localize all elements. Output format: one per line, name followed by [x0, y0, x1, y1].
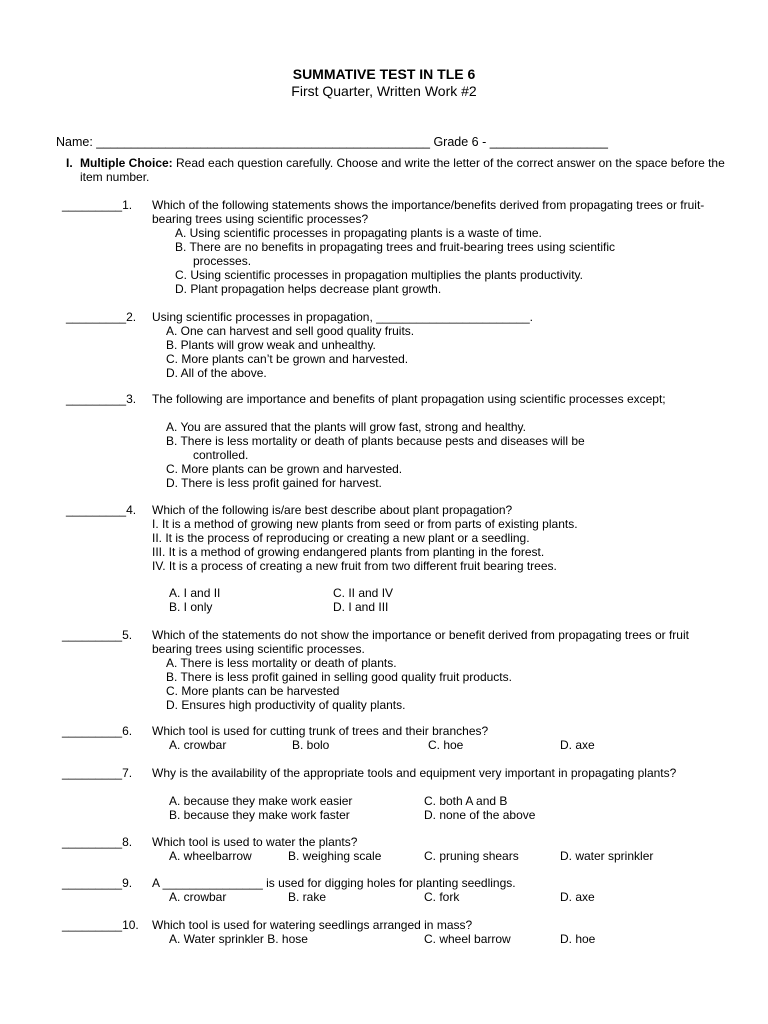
answer-blank: _________10.: [62, 918, 139, 932]
option-c: C. More plants can be grown and harvested.: [166, 462, 403, 476]
option-d: D. axe: [560, 738, 595, 752]
question-stem: Which of the following is/are best describe about plant propagation?: [152, 503, 513, 517]
question-stem: Which tool is used to water the plants?: [152, 835, 358, 849]
question-stem: Which tool is used for watering seedlings arranged in mass?: [152, 918, 473, 932]
option-c: C. Using scientific processes in propagation multiplies the plants productivity.: [175, 268, 583, 282]
option-d: D. Ensures high productivity of quality plants.: [166, 698, 406, 712]
option-b: B. I only: [169, 600, 213, 614]
section-instructions: [66, 156, 726, 184]
option-a: A. crowbar: [169, 738, 227, 752]
option-d: D. All of the above.: [166, 366, 267, 380]
option-d: D. Plant propagation helps decrease plant growth.: [175, 282, 442, 296]
question-stem: Which of the following statements shows the importance/benefits derived from propagating trees or fruit-bearing trees using scientific processes?: [152, 198, 705, 226]
option-b-cont: processes.: [193, 254, 252, 268]
option-b: B. Plants will grow weak and unhealthy.: [166, 338, 376, 352]
answer-blank: _________3.: [66, 392, 137, 406]
question-stem: Which tool is used for cutting trunk of trees and their branches?: [152, 724, 489, 738]
option-a: A. I and II: [169, 586, 221, 600]
option-a: A. crowbar: [169, 890, 227, 904]
option-c: C. More plants can be harvested: [166, 684, 340, 698]
option-c: C. both A and B: [424, 794, 508, 808]
option-c: C. pruning shears: [424, 849, 519, 863]
option-c: C. fork: [424, 890, 460, 904]
option-b: B. There are no benefits in propagating trees and fruit-bearing trees using scientific: [175, 240, 616, 254]
option-b: B. weighing scale: [288, 849, 382, 863]
question-stem: The following are importance and benefits of plant propagation using scientific processes except;: [152, 392, 666, 406]
answer-blank: _________7.: [62, 766, 133, 780]
option-d: D. axe: [560, 890, 595, 904]
option-d: D. water sprinkler: [560, 849, 654, 863]
option-d: D. none of the above: [424, 808, 536, 822]
option-c: C. More plants can’t be grown and harvested.: [166, 352, 409, 366]
page-subtitle: First Quarter, Written Work #2: [291, 83, 477, 99]
answer-blank: _________2.: [66, 310, 137, 324]
statement-iv: IV. It is a process of creating a new fruit from two different fruit bearing trees.: [152, 559, 557, 573]
option-b: B. There is less mortality or death of plants because pests and diseases will be: [166, 434, 585, 448]
option-a: A. wheelbarrow: [169, 849, 252, 863]
option-d: D. I and III: [333, 600, 389, 614]
answer-blank: _________6.: [62, 724, 133, 738]
option-a: A. There is less mortality or death of plants.: [166, 656, 397, 670]
option-a: A. Using scientific processes in propagating plants is a waste of time.: [175, 226, 542, 240]
option-b: B. rake: [288, 890, 327, 904]
option-c: C. wheel barrow: [424, 932, 511, 946]
answer-blank: _________1.: [62, 198, 133, 212]
answer-blank: _________9.: [62, 876, 133, 890]
option-a: A. One can harvest and sell good quality fruits.: [166, 324, 415, 338]
option-d: D. There is less profit gained for harvest.: [166, 476, 382, 490]
name-grade-line: Name: ________________________________________________ Grade 6 - _________________: [56, 135, 608, 149]
question-stem: Why is the availability of the appropriate tools and equipment very important in propagating plants?: [152, 766, 677, 780]
option-d: D. hoe: [560, 932, 596, 946]
answer-blank: _________4.: [66, 503, 137, 517]
option-c: C. II and IV: [333, 586, 394, 600]
question-stem: A _______________ is used for digging holes for planting seedlings.: [152, 876, 516, 890]
statement-iii: III. It is a method of growing endangered plants from planting in the forest.: [152, 545, 545, 559]
question-stem: Which of the statements do not show the importance or benefit derived from propagating trees or fruit bearing trees using scientific processes.: [152, 628, 689, 656]
question-stem: Using scientific processes in propagation, _______________________.: [152, 310, 533, 324]
section-label: Multiple Choice:: [80, 156, 173, 170]
option-a: A. because they make work easier: [169, 794, 353, 808]
option-a-b: A. Water sprinkler B. hose: [169, 932, 308, 946]
statement-ii: II. It is the process of reproducing or creating a new plant or a seedling.: [152, 531, 530, 545]
option-b: B. because they make work faster: [169, 808, 350, 822]
answer-blank: _________8.: [62, 835, 133, 849]
option-b: B. bolo: [292, 738, 330, 752]
section-number: I.: [66, 156, 73, 170]
option-b-cont: controlled.: [193, 448, 249, 462]
answer-blank: _________5.: [62, 628, 133, 642]
option-b: B. There is less profit gained in selling good quality fruit products.: [166, 670, 512, 684]
page-title: SUMMATIVE TEST IN TLE 6: [292, 66, 476, 82]
option-c: C. hoe: [428, 738, 464, 752]
statement-i: I. It is a method of growing new plants from seed or from parts of existing plants.: [152, 517, 578, 531]
section-instructions-text: Read each question carefully. Choose and write the letter of the correct answer on the space before the item number.: [80, 156, 725, 184]
option-a: A. You are assured that the plants will grow fast, strong and healthy.: [166, 420, 526, 434]
